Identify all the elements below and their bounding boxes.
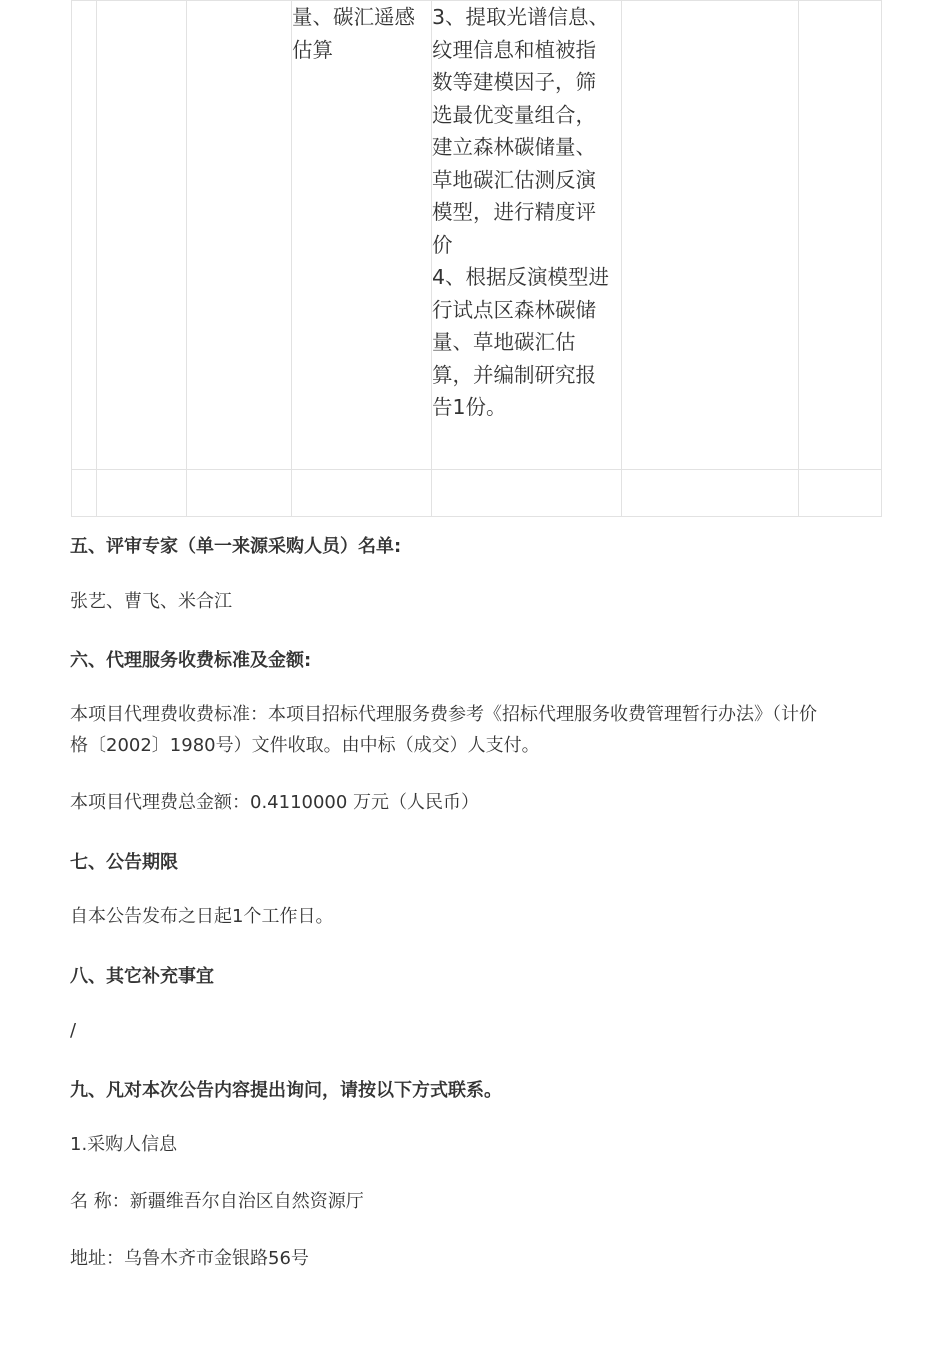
fee-standard-line-2: 格〔2002〕1980号）文件收取。由中标（成交）人支付。 [70,735,540,756]
table-cell [187,1,292,470]
cell-line: 4、根据反演模型进 [432,265,610,289]
section-heading-notice-period: 七、公告期限 [70,852,178,873]
cell-line: 选最优变量组合， [432,102,596,127]
table-cell [622,1,799,470]
section-heading-agency-fee: 六、代理服务收费标准及金额: [70,650,312,671]
cell-line: 价 [432,232,453,257]
table-cell [97,470,187,517]
fee-total-amount: 本项目代理费总金额：0.4110000 万元（人民币） [70,792,480,813]
section-heading-experts: 五、评审专家（单一来源采购人员）名单: [70,536,402,557]
table-cell [799,470,882,517]
cell-line: 模型，进行精度评 [432,200,596,224]
table-row [72,1,882,470]
cell-line: 行试点区森林碳储 [432,297,596,322]
table-cell [292,470,432,517]
table-cell [622,470,799,517]
experts-list: 张艺、曹飞、米合江 [70,591,232,612]
table-cell [432,470,622,517]
cell-line: 告1份。 [432,395,507,419]
cell-line: 纹理信息和植被指 [432,37,596,62]
cell-line: 算，并编制研究报 [432,362,596,387]
purchaser-address: 地址：乌鲁木齐市金银路56号 [70,1248,309,1269]
table-cell-task [292,1,432,470]
cell-line: 3、提取光谱信息、 [432,5,610,29]
cell-line: 量、碳汇遥感 [292,5,415,29]
section-heading-contact: 九、凡对本次公告内容提出询问，请按以下方式联系。 [70,1080,502,1101]
other-matters-text: / [70,1020,77,1041]
notice-period-text: 自本公告发布之日起1个工作日。 [70,906,334,927]
table-cell [187,470,292,517]
table-cell [97,1,187,470]
section-heading-other-matters: 八、其它补充事宜 [70,966,214,987]
purchaser-info-title: 1.采购人信息 [70,1134,178,1155]
cell-line: 草地碳汇估测反演 [432,167,596,192]
table-cell-content [432,1,622,470]
table-cell [72,470,97,517]
cell-line: 数等建模因子，筛 [432,70,596,94]
table-cell [72,1,97,470]
table-cell [799,1,882,470]
cell-line: 建立森林碳储量、 [432,135,596,159]
cell-line: 估算 [292,37,333,62]
project-table [71,0,882,517]
cell-line: 量、草地碳汇估 [432,330,576,354]
purchaser-name: 名 称：新疆维吾尔自治区自然资源厅 [70,1191,364,1212]
fee-standard-line-1: 本项目代理费收费标准：本项目招标代理服务费参考《招标代理服务收费管理暂行办法》（计价 [70,704,817,725]
table-row [72,470,882,517]
